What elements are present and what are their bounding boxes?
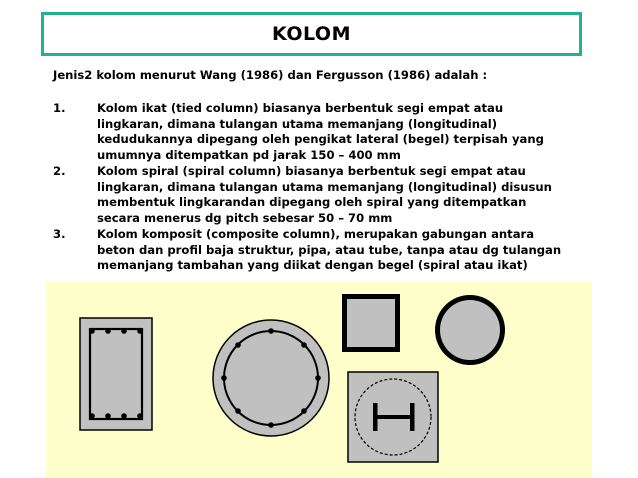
item-line: Kolom spiral (spiral column) biasanya berbentuk segi empat atau <box>97 164 526 178</box>
rebar <box>301 342 307 348</box>
rebar <box>89 328 95 334</box>
page-title: KOLOM <box>271 23 351 45</box>
pipe-infill <box>440 300 500 360</box>
rebar <box>221 375 227 381</box>
item-line: kedudukannya dipegang oleh pengikat lateral (begel) terpisah yang <box>97 132 544 146</box>
rebar <box>105 328 111 334</box>
rebar <box>137 413 143 419</box>
composite-box-figure <box>342 294 400 352</box>
rebar <box>89 413 95 419</box>
steel-profile-flange <box>373 403 378 431</box>
steel-profile-web <box>377 415 410 419</box>
rebar <box>137 328 143 334</box>
item-line: memanjang tambahan yang diikat dengan begel (spiral atau ikat) <box>97 258 528 272</box>
item-number: 1. <box>53 101 66 115</box>
item-line: membentuk lingkarandan dipegang oleh spiral yang ditempatkan <box>97 195 527 209</box>
tied-column-figure <box>80 318 152 430</box>
rebar <box>315 375 321 381</box>
item-line: secara menerus dg pitch sebesar 50 – 70 mm <box>97 210 393 225</box>
item-line: beton dan profil baja struktur, pipa, atau tube, tanpa atau dg tulangan <box>97 242 562 257</box>
rebar <box>235 408 241 414</box>
composite-pipe-figure <box>435 295 505 365</box>
intro-text: Jenis2 kolom menurut Wang (1986) dan Fergusson (1986) adalah : <box>53 68 488 82</box>
rebar <box>301 408 307 414</box>
item-number: 3. <box>53 227 66 241</box>
item-line: lingkaran, dimana tulangan utama memanjang (longitudinal) <box>97 116 498 131</box>
rebar <box>268 328 274 334</box>
item-line: Kolom komposit (composite column), merupakan gabungan antara <box>97 227 535 241</box>
spiral-column-figure <box>213 320 329 436</box>
composite-encased-figure <box>348 372 438 462</box>
rebar <box>121 413 127 419</box>
tube-infill <box>347 299 395 347</box>
rebar <box>105 413 111 419</box>
rebar <box>121 328 127 334</box>
item-line: umumnya ditempatkan pd jarak 150 – 400 mm <box>97 147 401 162</box>
rebar <box>268 422 274 428</box>
spiral-column-section <box>213 320 329 436</box>
rebar <box>235 342 241 348</box>
item-number: 2. <box>53 164 66 178</box>
item-line: Kolom ikat (tied column) biasanya berbentuk segi empat atau <box>97 101 504 115</box>
steel-profile-flange <box>410 403 415 431</box>
item-line: lingkaran, dimana tulangan utama memanjang (longitudinal) disusun <box>97 179 552 194</box>
